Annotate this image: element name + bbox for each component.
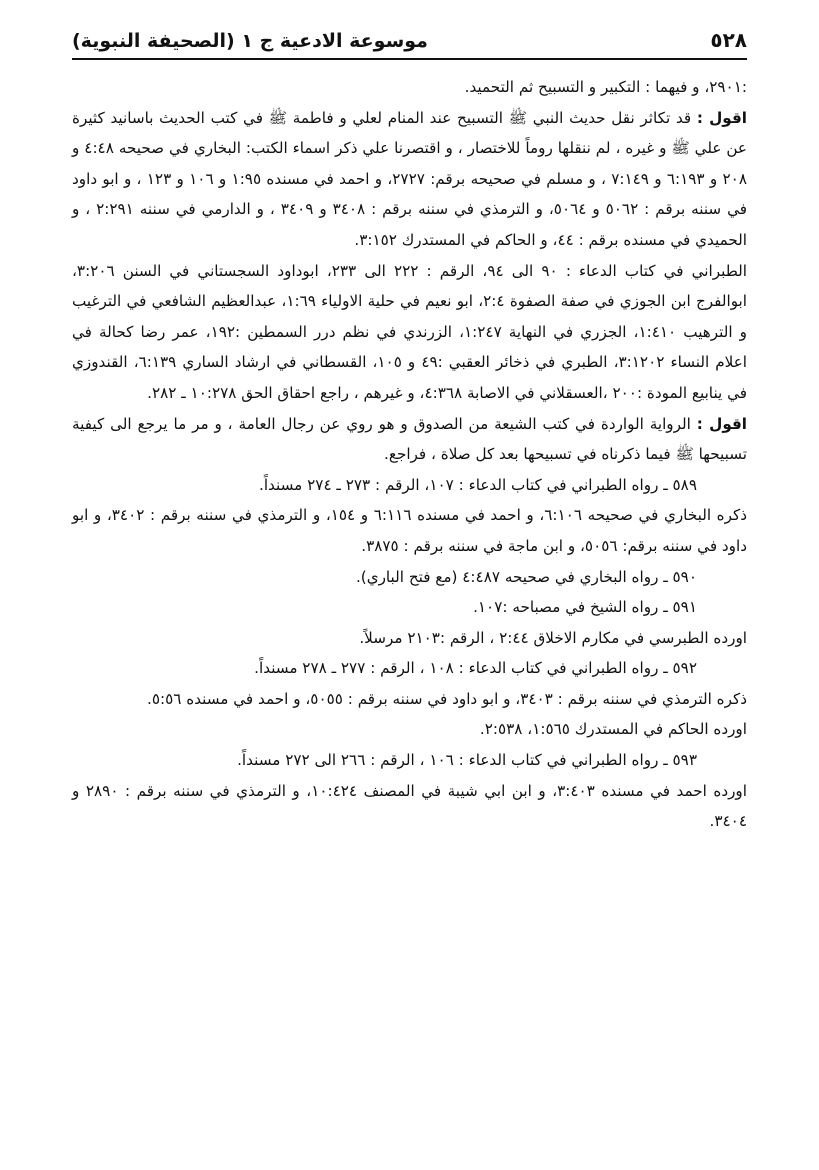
footnote-paragraph: [72, 684, 747, 715]
footnote-paragraph: [72, 592, 747, 623]
running-title: موسوعة الادعية ج ١ (الصحيفة النبوية): [72, 30, 428, 52]
paragraph-text: ٥٩٣ ـ رواه الطبراني في كتاب الدعاء : ١٠٦ ، الرقم : ٢٦٦ الى ٢٧٢ مسنداً.: [237, 751, 697, 770]
paragraph-lead: اقول :: [696, 108, 747, 127]
paragraph-lead: اقول :: [696, 414, 747, 433]
paragraph-text: ٥٩٢ ـ رواه الطبراني في كتاب الدعاء : ١٠٨ ، الرقم : ٢٧٧ ـ ٢٧٨ مسنداً.: [254, 659, 697, 678]
footnote-paragraph: [72, 714, 747, 745]
footnote-paragraph: [72, 562, 747, 593]
paragraph-text: ٥٩٠ ـ رواه البخاري في صحيحه ٤:٤٨٧ (مع فتح الباري).: [355, 567, 697, 586]
footnote-paragraph: [72, 409, 747, 470]
page-body: [72, 72, 747, 837]
page: [72, 28, 747, 837]
paragraph-text: ذكره الترمذي في سننه برقم : ٣٤٠٣، و ابو داود في سننه برقم : ٥٠٥٥، و احمد في مسنده ٥:٥٦.: [147, 689, 747, 708]
paragraph-text: اورده الطبرسي في مكارم الاخلاق ٢:٤٤ ، الرقم :٢١٠٣ مرسلاً.: [359, 628, 747, 647]
paragraph-text: اورده احمد في مسنده ٣:٤٠٣، و ابن ابي شيبة في المصنف ١٠:٤٢٤، و الترمذي في سننه برقم : ٢٨٩٠ و ٣٤٠٤.: [72, 781, 747, 831]
paragraph-text: ذكره البخاري في صحيحه ٦:١٠٦، و احمد في مسنده ٦:١١٦ و ١٥٤، و الترمذي في سننه برقم : ٣٤٠٢، و ابو داود في سننه برقم: ٥٠٥٦، و ابن ماجة في سننه برقم : ٣٨٧٥.: [72, 506, 747, 555]
footnote-paragraph: [72, 776, 747, 837]
footnote-paragraph: [72, 72, 747, 103]
paragraph-text: ٥٨٩ ـ رواه الطبراني في كتاب الدعاء : ١٠٧، الرقم : ٢٧٣ ـ ٢٧٤ مسنداً.: [259, 475, 697, 494]
footnote-paragraph: [72, 623, 747, 654]
footnote-paragraph: [72, 745, 747, 776]
paragraph-text: ٥٩١ ـ رواه الشيخ في مصباحه :١٠٧.: [473, 598, 697, 617]
page-header: [72, 28, 747, 60]
paragraph-text: الرواية الواردة في كتب الشيعة من الصدوق و هو روي عن رجال العامة ، و مر ما يرجع الى كيفية تسبيحها ﷺ فيما ذكرناه في تسبيحها بعد كل صلاة ، فراجع.: [72, 414, 747, 464]
page-number: ٥٢٨: [710, 28, 747, 52]
footnote-paragraph: [72, 256, 747, 409]
footnote-paragraph: [72, 103, 747, 256]
footnote-paragraph: [72, 470, 747, 501]
footnote-paragraph: [72, 500, 747, 561]
paragraph-text: الطبراني في كتاب الدعاء : ٩٠ الى ٩٤، الرقم : ٢٢٢ الى ٢٣٣، ابوداود السجستاني في السنن ٣:٢٠٦، ابوالفرج ابن الجوزي في صفة الصفوة ٢:٤، ابو نعيم في حلية الاولياء ١:٦٩، عبدالعظيم الشافعي في الترغيب و الترهيب ١:٤١٠، الجزري في النهاية ١:٢٤٧، الزرندي في نظم درر السمطين :١٩٢، عمر رضا كحالة في اعلام النساء ٣:١٢٠٢، الطبري في ذخائر العقبي :٤٩ و ١٠٥، القسطاني في ارشاد الساري ٦:١٣٩، القندوزي في ينابيع المودة :٢٠٠ ،العسقلاني في الاصابة ٤:٣٦٨، و غيرهم ، راجع احقاق الحق ١٠:٢٧٨ ـ ٢٨٢.: [72, 261, 748, 402]
paragraph-text: قد تكاثر نقل حديث النبي ﷺ التسبيح عند المنام لعلي و فاطمة ﷺ في كتب الحديث باسانيد كثيرة عن علي ﷺ و غيره ، لم ننقلها روماً للاختصار ، و اقتصرنا علي ذكر اسماء الكتب: البخاري في صحيحه ٤:٤٨ و ٢٠٨ و ٦:١٩٣ و ٧:١٤٩ ، و مسلم في صحيحه برقم: ٢٧٢٧، و احمد في مسنده ١:٩٥ و ١٠٦ و ١٢٣ ، و ابو داود في سننه برقم : ٥٠٦٢ و ٥٠٦٤، و الترمذي في سننه برقم : ٣٤٠٨ و ٣٤٠٩ ، و الدارمي في سننه ٢:٢٩١ ، و الحميدي في مسنده برقم : ٤٤، و الحاكم في المستدرك ٣:١٥٢.: [72, 108, 747, 249]
paragraph-text: :٢٩٠١، و فيهما : التكبير و التسبيح ثم التحميد.: [464, 78, 747, 96]
paragraph-text: اورده الحاكم في المستدرك ١:٥٦٥، ٢:٥٣٨.: [479, 720, 747, 739]
footnote-paragraph: [72, 653, 747, 684]
